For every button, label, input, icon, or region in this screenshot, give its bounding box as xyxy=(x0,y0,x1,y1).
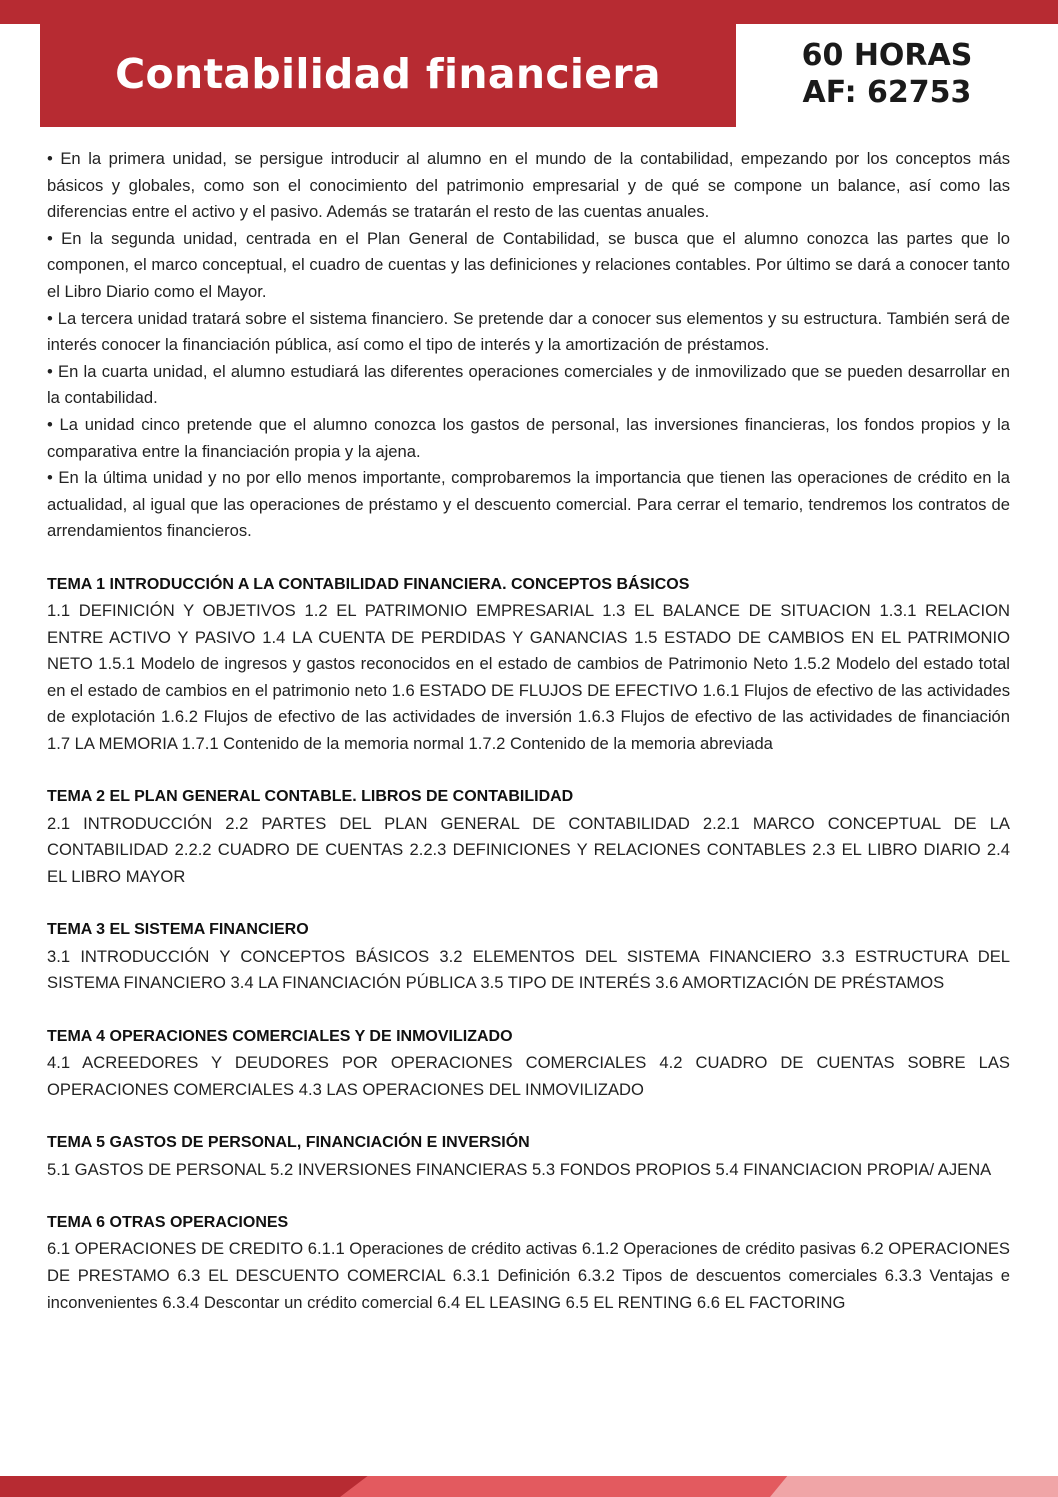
topic-heading: TEMA 1 INTRODUCCIÓN A LA CONTABILIDAD FINANCIERA. CONCEPTOS BÁSICOS xyxy=(47,575,690,593)
footer-band xyxy=(0,1476,1058,1497)
topic-section-2 xyxy=(47,784,1010,890)
page-title: Contabilidad financiera xyxy=(115,49,661,98)
course-meta xyxy=(756,24,1058,124)
topic-heading: TEMA 5 GASTOS DE PERSONAL, FINANCIACIÓN E INVERSIÓN xyxy=(47,1133,530,1151)
intro-section xyxy=(47,146,1010,545)
topic-heading: TEMA 3 EL SISTEMA FINANCIERO xyxy=(47,921,309,939)
topic-heading: TEMA 6 OTRAS OPERACIONES xyxy=(47,1213,289,1231)
topic-contents: 3.1 INTRODUCCIÓN Y CONCEPTOS BÁSICOS 3.2 ELEMENTOS DEL SISTEMA FINANCIERO 3.3 ESTRUCTURA DEL SISTEMA FINANCIERO 3.4 LA FINANCIACIÓN PÚBLICA 3.5 TIPO DE INTERÉS 3.6 AMORTIZACIÓN DE PRÉSTAMOS xyxy=(47,946,1010,993)
topic-heading: TEMA 2 EL PLAN GENERAL CONTABLE. LIBROS DE CONTABILIDAD xyxy=(47,788,574,806)
topic-contents: 2.1 INTRODUCCIÓN 2.2 PARTES DEL PLAN GENERAL DE CONTABILIDAD 2.2.1 MARCO CONCEPTUAL DE LA CONTABILIDAD 2.2.2 CUADRO DE CUENTAS 2.2.3 DEFINICIONES Y RELACIONES CONTABLES 2.3 EL LIBRO DIARIO 2.4 EL LIBRO MAYOR xyxy=(47,813,1010,887)
topic-section-6 xyxy=(47,1210,1010,1316)
title-banner xyxy=(40,0,736,127)
topic-section-3 xyxy=(47,917,1010,997)
intro-paragraph: • La unidad cinco pretende que el alumno conozca los gastos de personal, las inversiones financieras, los fondos propios y la comparativa entre la financiación propia y la ajena. xyxy=(47,414,1010,461)
intro-paragraph: • En la cuarta unidad, el alumno estudiará las diferentes operaciones comerciales y de inmovilizado que se pueden desarrollar en la contabilidad. xyxy=(47,361,1010,408)
footer-band-segment-dark xyxy=(0,1476,370,1497)
topic-contents: 5.1 GASTOS DE PERSONAL 5.2 INVERSIONES FINANCIERAS 5.3 FONDOS PROPIOS 5.4 FINANCIACION PROPIA/ AJENA xyxy=(47,1159,992,1179)
topic-section-5 xyxy=(47,1130,1010,1183)
course-hours: 60 HORAS xyxy=(801,38,973,73)
intro-paragraph: • En la primera unidad, se persigue introducir al alumno en el mundo de la contabilidad, empezando por los conceptos más básicos y globales, como son el conocimiento del patrimonio empresarial y de qué se compone un balance, así como las diferencias entre el activo y el pasivo. Además se tratarán el resto de las cuentas anuales. xyxy=(47,149,1010,222)
topic-section-1 xyxy=(47,572,1010,758)
topic-contents: 1.1 DEFINICIÓN Y OBJETIVOS 1.2 EL PATRIMONIO EMPRESARIAL 1.3 EL BALANCE DE SITUACION 1.3.1 RELACION ENTRE ACTIVO Y PASIVO 1.4 LA CUENTA DE PERDIDAS Y GANANCIAS 1.5 ESTADO DE CAMBIOS EN EL PATRIMONIO NETO 1.5.1 Modelo de ingresos y gastos reconocidos en el estado de cambios de Patrimonio Neto 1.5.2 Modelo del estado total en el estado de cambios en el patrimonio neto 1.6 ESTADO DE FLUJOS DE EFECTIVO 1.6.1 Flujos de efectivo de las actividades de explotación 1.6.2 Flujos de efectivo de las actividades de inversión 1.6.3 Flujos de efectivo de las actividades de financiación 1.7 LA MEMORIA 1.7.1 Contenido de la memoria normal 1.7.2 Contenido de la memoria abreviada xyxy=(47,601,1010,754)
topic-section-4 xyxy=(47,1024,1010,1104)
intro-paragraph: • En la última unidad y no por ello menos importante, comprobaremos la importancia que tienen las operaciones de crédito en la actualidad, al igual que las operaciones de préstamo y el descuento comercial. Para cerrar el temario, tendremos los contratos de arrendamientos financieros. xyxy=(47,468,1010,541)
topic-heading: TEMA 4 OPERACIONES COMERCIALES Y DE INMOVILIZADO xyxy=(47,1027,513,1045)
footer-band-segment-light xyxy=(770,1476,1058,1497)
topic-contents: 4.1 ACREEDORES Y DEUDORES POR OPERACIONES COMERCIALES 4.2 CUADRO DE CUENTAS SOBRE LAS OPERACIONES COMERCIALES 4.3 LAS OPERACIONES DEL INMOVILIZADO xyxy=(47,1053,1010,1099)
footer-band-segment-mid xyxy=(340,1476,800,1497)
intro-paragraph: • En la segunda unidad, centrada en el Plan General de Contabilidad, se busca que el alumno conozca las partes que lo componen, el marco conceptual, el cuadro de cuentas y las definiciones y relaciones contables. Por último se dará a conocer tanto el Libro Diario como el Mayor. xyxy=(47,228,1010,301)
intro-paragraph: • La tercera unidad tratará sobre el sistema financiero. Se pretende dar a conocer sus elementos y su estructura. También será de interés conocer la financiación pública, así como el tipo de interés y la amortización de préstamos. xyxy=(47,308,1010,355)
topic-contents: 6.1 OPERACIONES DE CREDITO 6.1.1 Operaciones de crédito activas 6.1.2 Operaciones de crédito pasivas 6.2 OPERACIONES DE PRESTAMO 6.3 EL DESCUENTO COMERCIAL 6.3.1 Definición 6.3.2 Tipos de descuentos comerciales 6.3.3 Ventajas e inconvenientes 6.3.4 Descontar un crédito comercial 6.4 EL LEASING 6.5 EL RENTING 6.6 EL FACTORING xyxy=(47,1239,1010,1312)
document-body xyxy=(47,146,1010,1316)
course-af-code: AF: 62753 xyxy=(802,75,972,110)
